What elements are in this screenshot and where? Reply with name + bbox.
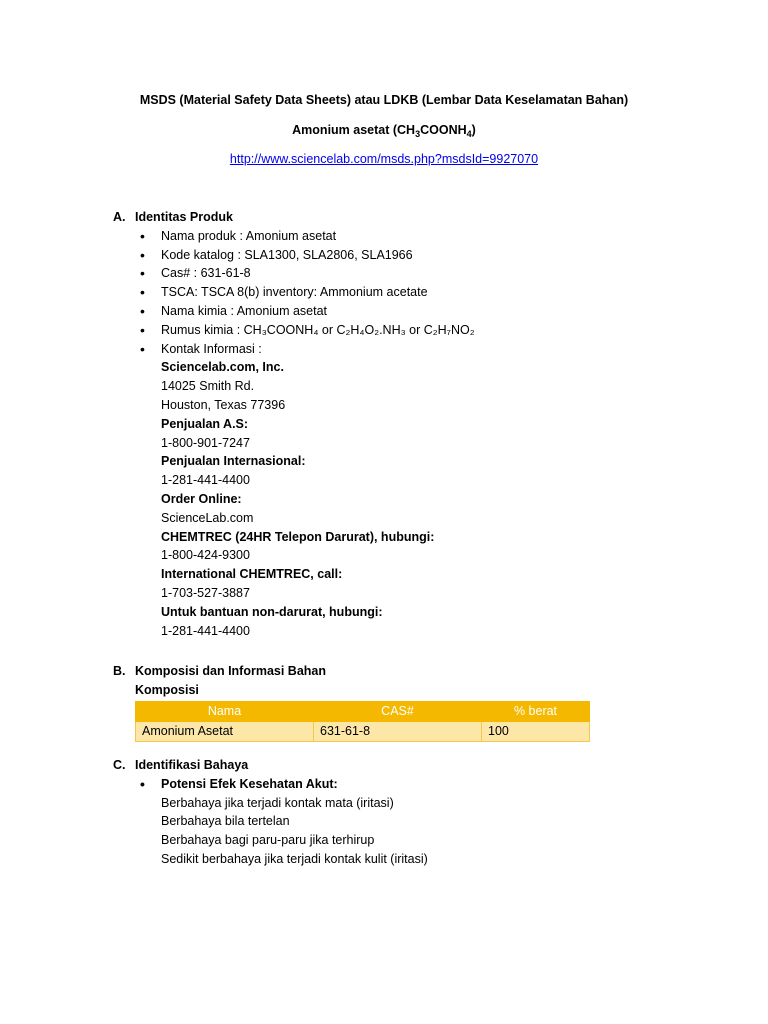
company-name: Sciencelab.com, Inc. — [161, 360, 284, 375]
hazard-line: Berbahaya bagi paru-paru jika terhirup — [161, 833, 375, 848]
table-row — [136, 721, 590, 741]
composition-table — [135, 701, 590, 742]
section-a-heading: A. Identitas Produk — [113, 210, 233, 224]
table-cell: 631-61-8 — [314, 721, 482, 741]
nonemergency-label: Untuk bantuan non-darurat, hubungi: — [161, 604, 383, 619]
section-c-heading: C. Identifikasi Bahaya — [113, 758, 249, 772]
source-link[interactable]: http://www.sciencelab.com/msds.php?msdsId=9927070 — [229, 152, 539, 166]
section-a — [113, 208, 713, 640]
sales-us-phone: 1-800-901-7247 — [161, 435, 250, 450]
section-c — [113, 756, 713, 869]
list-item: • TSCA: TSCA 8(b) inventory: Ammonium acetate — [113, 283, 713, 302]
hazard-line: Berbahaya jika terjadi kontak mata (iritasi) — [161, 795, 394, 810]
intl-chemtrec-label: International CHEMTREC, call: — [161, 567, 343, 582]
sales-us-label: Penjualan A.S: — [161, 416, 249, 431]
column-header: % berat — [482, 702, 590, 722]
list-item: • Cas# : 631-61-8 — [113, 264, 713, 283]
chemtrec-phone: 1-800-424-9300 — [161, 548, 250, 563]
sales-intl-label: Penjualan Internasional: — [161, 454, 306, 469]
sales-intl-phone: 1-281-441-4400 — [161, 473, 250, 488]
list-item: • Nama kimia : Amonium asetat — [113, 302, 713, 321]
source-link-line — [0, 150, 768, 169]
street: 14025 Smith Rd. — [161, 379, 255, 394]
section-a-list — [113, 227, 713, 359]
document-subtitle: Amonium asetat $(CH_3COONH_4)$ — [292, 123, 476, 139]
hazard-line: Sedikit berbahaya jika terjadi kontak kulit (iritasi) — [161, 851, 428, 866]
table-cell: Amonium Asetat — [136, 721, 314, 741]
composition-subtitle: Komposisi — [135, 682, 199, 697]
list-item: • Kode katalog : SLA1300, SLA2806, SLA1966 — [113, 246, 713, 265]
city: Houston, Texas 77396 — [161, 397, 286, 412]
document-title: MSDS (Material Safety Data Sheets) atau LDKB (Lembar Data Keselamatan Bahan) — [139, 93, 629, 107]
section-c-list — [113, 775, 713, 794]
hazard-line: Berbahaya bila tertelan — [161, 814, 290, 829]
order-site: ScienceLab.com — [161, 510, 254, 525]
chemtrec-label: CHEMTREC (24HR Telepon Darurat), hubungi: — [161, 529, 435, 544]
list-item: • Rumus kimia : CH₃COONH₄ or C₂H₄O₂.NH₃ or C₂H₇NO₂ — [113, 321, 713, 340]
intl-chemtrec-phone: 1-703-527-3887 — [161, 585, 250, 600]
table-cell: 100 — [482, 721, 590, 741]
list-item: • Nama produk : Amonium asetat — [113, 227, 713, 246]
contact-block — [113, 358, 713, 640]
nonemergency-phone: 1-281-441-4400 — [161, 623, 250, 638]
section-b — [113, 662, 713, 700]
hazard-lines — [113, 794, 713, 869]
list-item: • Potensi Efek Kesehatan Akut: — [113, 775, 713, 794]
list-item: • Kontak Informasi : — [113, 340, 713, 359]
column-header: CAS# — [314, 702, 482, 722]
order-label: Order Online: — [161, 491, 242, 506]
section-b-heading: B. Komposisi dan Informasi Bahan — [113, 664, 327, 678]
table-header-row — [136, 702, 590, 722]
column-header: Nama — [136, 702, 314, 722]
